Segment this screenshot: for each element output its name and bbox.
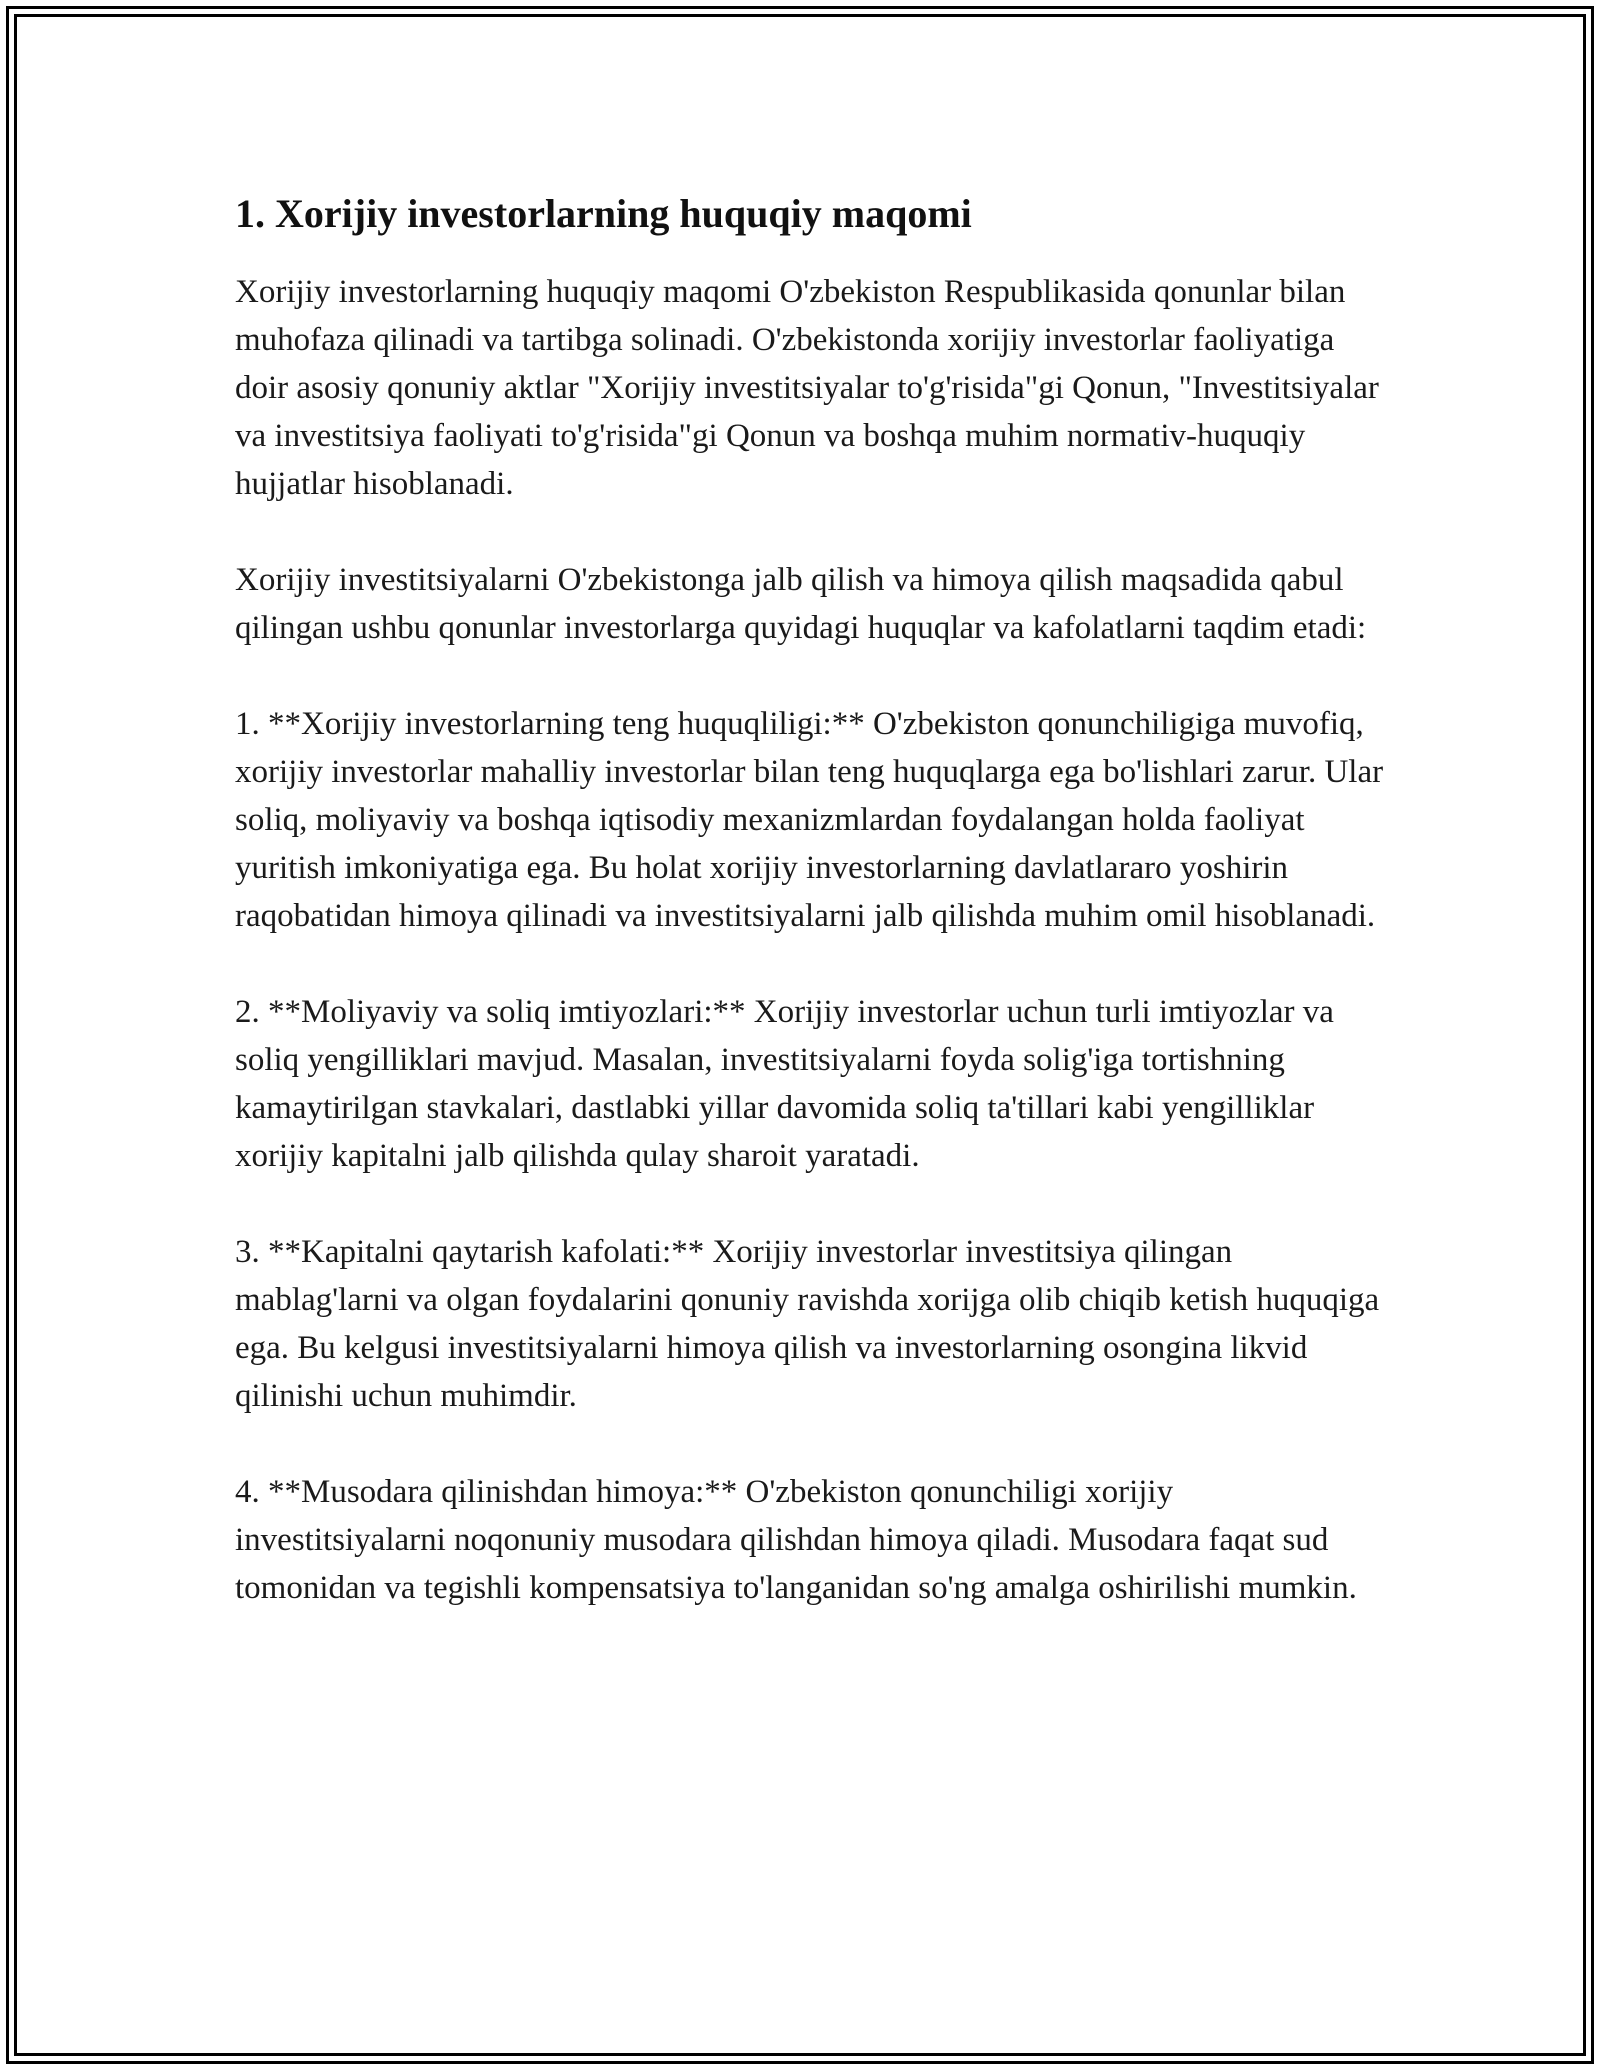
document-body bbox=[235, 180, 1385, 1660]
section-title: 1. Xorijiy investorlarning huquqiy maqomi bbox=[235, 191, 972, 236]
paragraph-item-2: 2. **Moliyaviy va soliq imtiyozlari:** Xorijiy investorlar uchun turli imtiyozlar va soliq yengilliklari mavjud. Masalan, investitsiyalarni foyda solig'iga tortishning kamaytirilgan stavkalari, dastlabki yillar davomida soliq ta'tillari kabi yengilliklar xorijiy kapitalni jalb qilishda qulay sharoit yaratadi. bbox=[235, 994, 1334, 1174]
paragraph-item-1: 1. **Xorijiy investorlarning teng huquqliligi:** O'zbekiston qonunchiligiga muvofiq, xorijiy investorlar mahalliy investorlar bilan teng huquqlarga ega bo'lishlari zarur. Ular soliq, moliyaviy va boshqa iqtisodiy mexanizmlardan foydalangan holda faoliyat yuritish imkoniyatiga ega. Bu holat xorijiy investorlarning davlatlararo yoshirin raqobatidan himoya qilinadi va investitsiyalarni jalb qilishda muhim omil hisoblanadi. bbox=[235, 706, 1384, 934]
paragraph-item-3: 3. **Kapitalni qaytarish kafolati:** Xorijiy investorlar investitsiya qilingan mablag'larni va olgan foydalarini qonuniy ravishda xorijga olib chiqib ketish huquqiga ega. Bu kelgusi investitsiyalarni himoya qilish va investorlarning osongina likvid qilinishi uchun muhimdir. bbox=[235, 1234, 1380, 1414]
paragraph-rights-intro: Xorijiy investitsiyalarni O'zbekistonga jalb qilish va himoya qilish maqsadida qabul qilingan ushbu qonunlar investorlarga quyidagi huquqlar va kafolatlarni taqdim etadi: bbox=[235, 562, 1367, 646]
paragraph-item-4: 4. **Musodara qilinishdan himoya:** O'zbekiston qonunchiligi xorijiy investitsiyalarni noqonuniy musodara qilishdan himoya qiladi. Musodara faqat sud tomonidan va tegishli kompensatsiya to'langanidan so'ng amalga oshirilishi mumkin. bbox=[235, 1474, 1357, 1606]
paragraph-intro: Xorijiy investorlarning huquqiy maqomi O'zbekiston Respublikasida qonunlar bilan muhofaza qilinadi va tartibga solinadi. O'zbekistonda xorijiy investorlar faoliyatiga doir asosiy qonuniy aktlar "Xorijiy investitsiyalar to'g'risida"gi Qonun, "Investitsiyalar va investitsiya faoliyati to'g'risida"gi Qonun va boshqa muhim normativ-huquqiy hujjatlar hisoblanadi. bbox=[235, 274, 1379, 502]
